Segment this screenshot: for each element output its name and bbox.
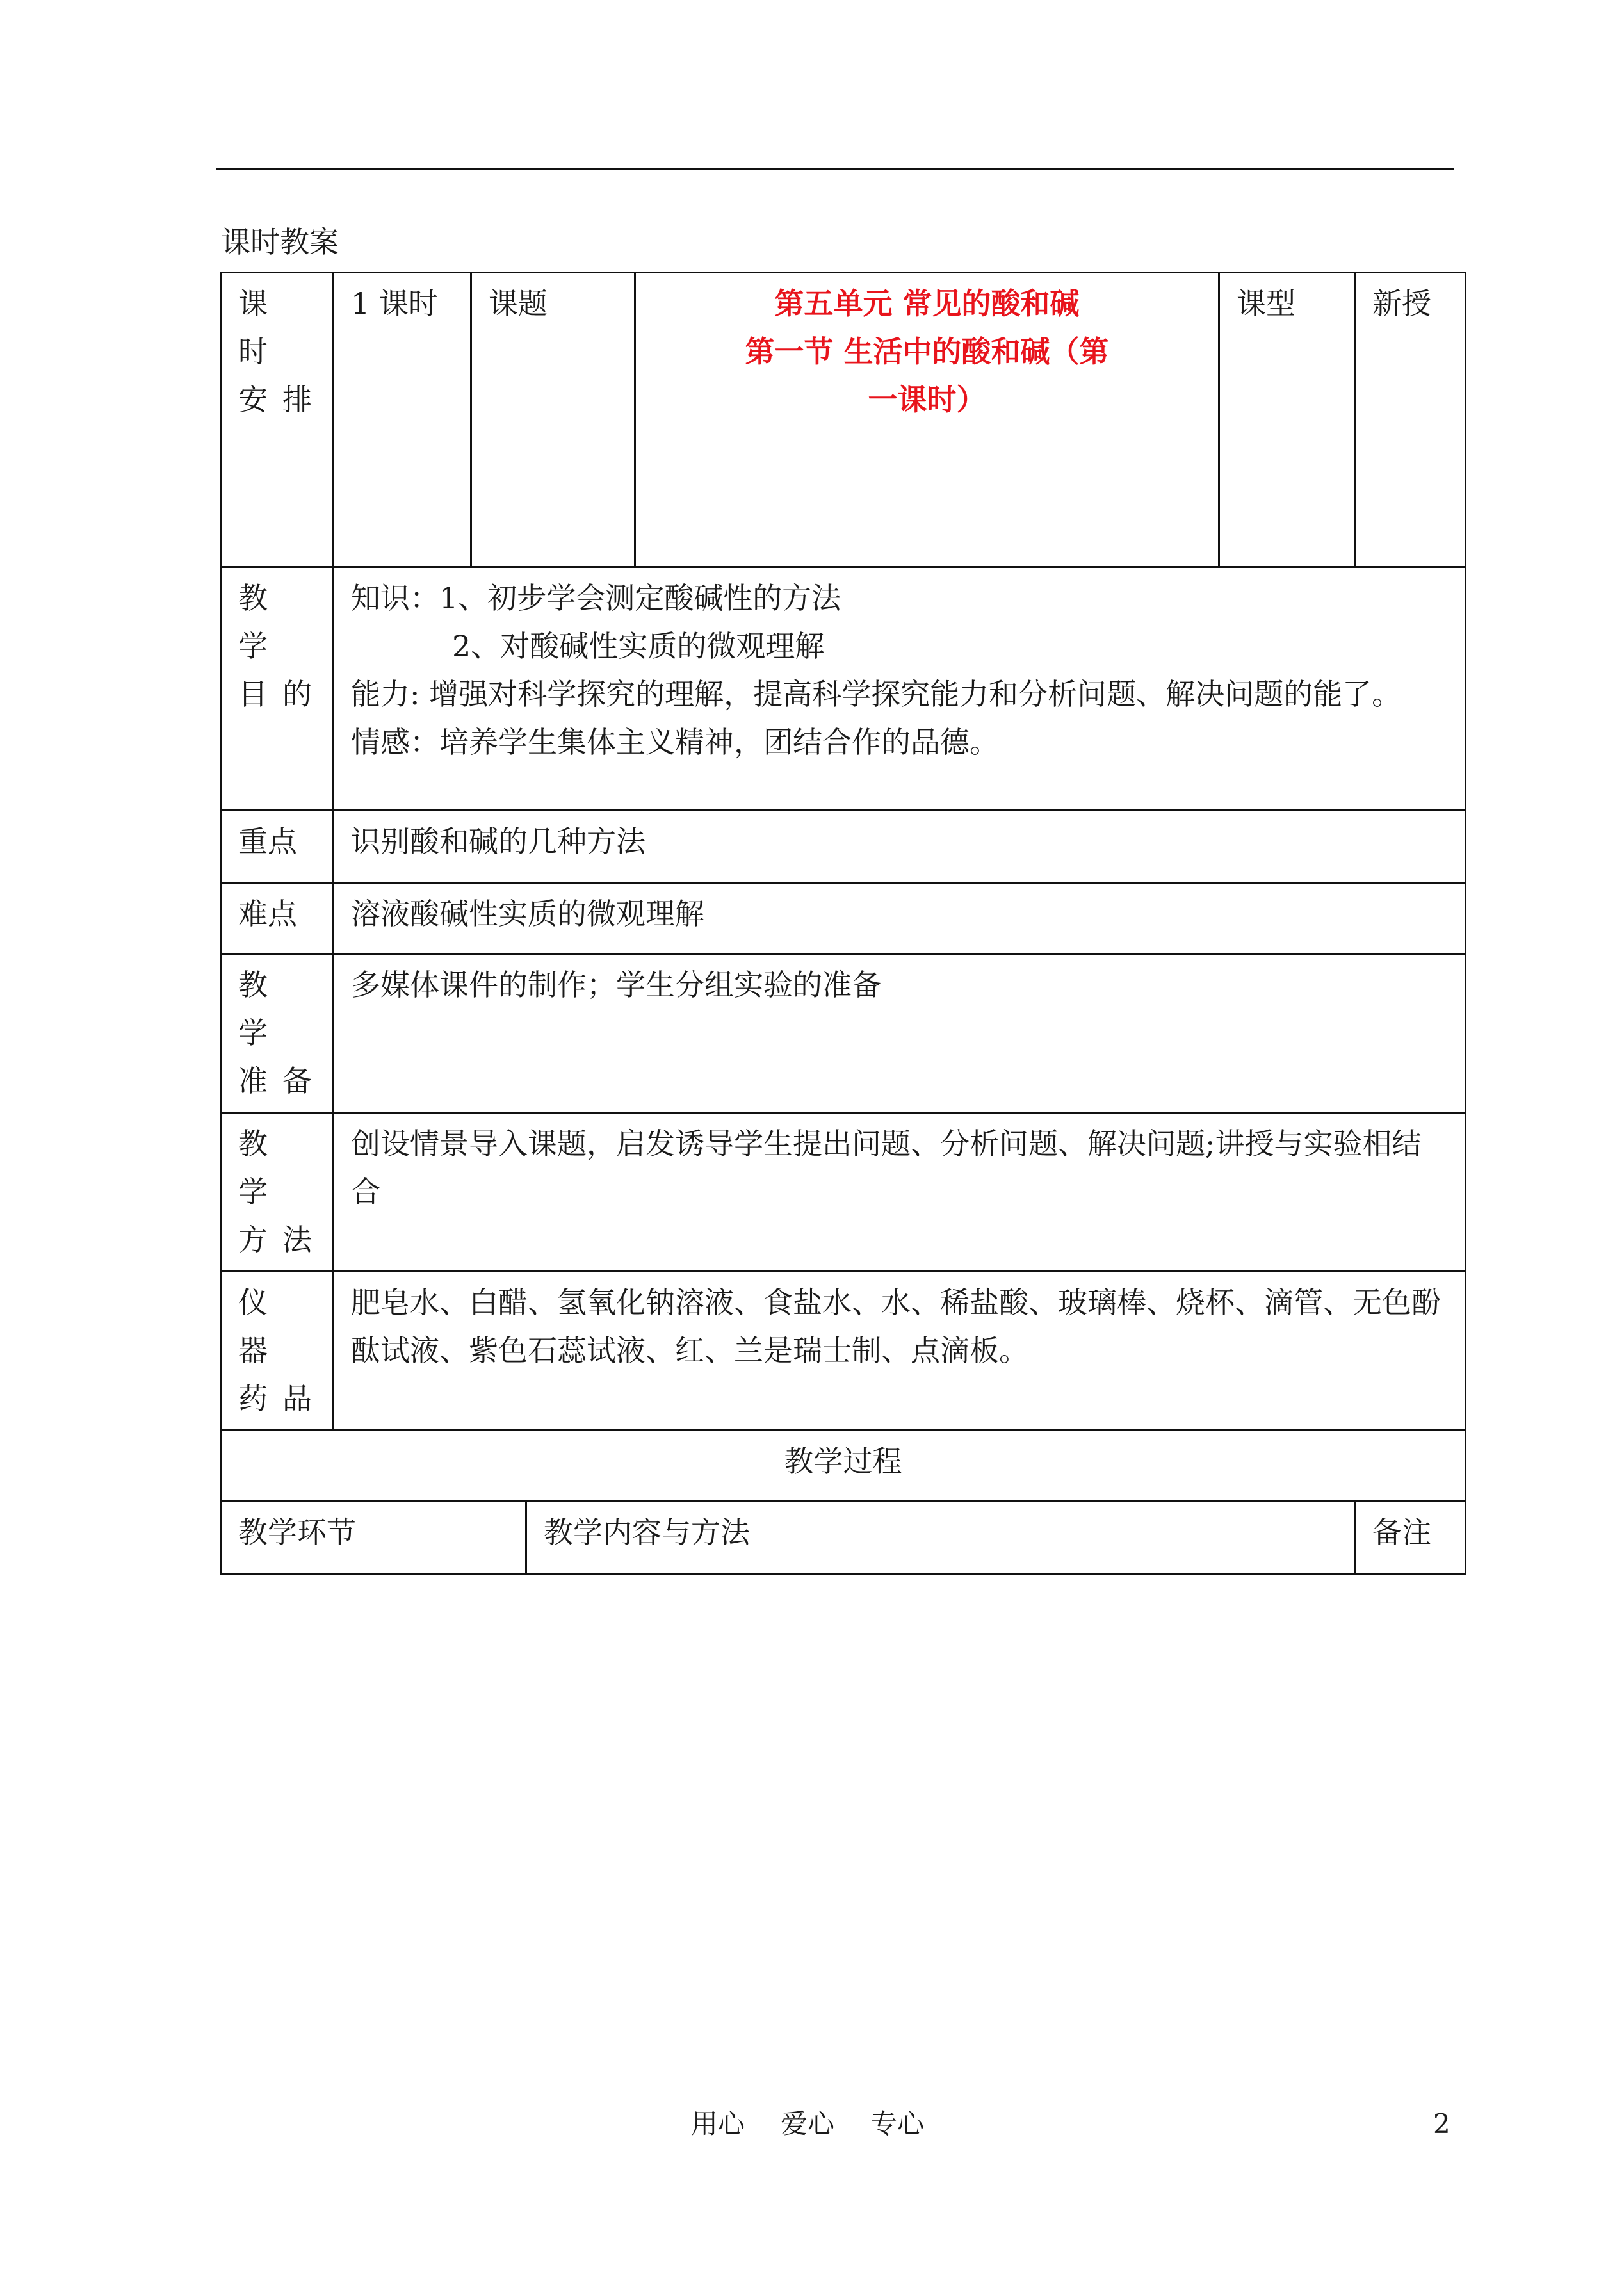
method-label: 教 学 方法 — [221, 1113, 334, 1272]
process-columns-row — [221, 1502, 1466, 1574]
equipment-row — [221, 1272, 1466, 1431]
lesson-title — [635, 273, 1219, 567]
process-header: 教学过程 — [221, 1431, 1466, 1502]
footer-motto-item: 专心 — [870, 2108, 925, 2139]
goal-knowledge-2: 2、对酸碱性实质的微观理解 — [452, 629, 825, 663]
header-rule — [216, 168, 1454, 170]
footer-motto — [691, 2107, 960, 2141]
goal-knowledge-1: 知识：1、初步学会测定酸碱性的方法 — [351, 581, 841, 615]
goals-row — [221, 567, 1466, 811]
schedule-value: 1 课时 — [334, 273, 471, 567]
lesson-title-line: 第五单元 常见的酸和碱 — [774, 286, 1080, 321]
schedule-label: 课 时 安排 — [221, 273, 334, 567]
process-column-content: 教学内容与方法 — [526, 1502, 1355, 1574]
prep-value: 多媒体课件的制作；学生分组实验的准备 — [334, 954, 1466, 1113]
equipment-value: 肥皂水、白醋、氢氧化钠溶液、食盐水、水、稀盐酸、玻璃棒、烧杯、滴管、无色酚酞试液、紫色石蕊试液、红、兰是瑞士制、点滴板。 — [334, 1272, 1466, 1431]
type-value: 新授 — [1355, 273, 1466, 567]
prep-label: 教 学 准备 — [221, 954, 334, 1113]
topic-label: 课题 — [471, 273, 635, 567]
lesson-title-line: 第一节 生活中的酸和碱（第 — [745, 334, 1109, 369]
goal-emotion: 情感：培养学生集体主义精神，团结合作的品德。 — [351, 725, 999, 759]
method-row — [221, 1113, 1466, 1272]
goals-label: 教 学 目的 — [221, 567, 334, 811]
footer-motto-item: 爱心 — [781, 2108, 835, 2139]
lesson-title-line: 一课时） — [868, 382, 986, 417]
lesson-plan-table — [220, 272, 1466, 1575]
equipment-label: 仪 器 药品 — [221, 1272, 334, 1431]
goal-ability: 能力: 增强对科学探究的理解，提高科学探究能力和分析问题、解决问题的能了。 — [351, 677, 1402, 711]
page-number: 2 — [1433, 2108, 1450, 2139]
prep-row — [221, 954, 1466, 1113]
key-label: 重点 — [221, 811, 334, 883]
difficulty-value: 溶液酸碱性实质的微观理解 — [334, 883, 1466, 954]
key-row — [221, 811, 1466, 883]
header-row — [221, 273, 1466, 567]
process-header-row — [221, 1431, 1466, 1502]
process-column-notes: 备注 — [1355, 1502, 1466, 1574]
difficulty-label: 难点 — [221, 883, 334, 954]
method-value: 创设情景导入课题，启发诱导学生提出问题、分析问题、解决问题;讲授与实验相结合 — [334, 1113, 1466, 1272]
type-label: 课型 — [1219, 273, 1355, 567]
process-column-stage: 教学环节 — [221, 1502, 526, 1574]
goals-content — [334, 567, 1466, 811]
key-value: 识别酸和碱的几种方法 — [334, 811, 1466, 883]
doc-label: 课时教案 — [221, 225, 339, 259]
footer-motto-item: 用心 — [691, 2108, 745, 2139]
difficulty-row — [221, 883, 1466, 954]
